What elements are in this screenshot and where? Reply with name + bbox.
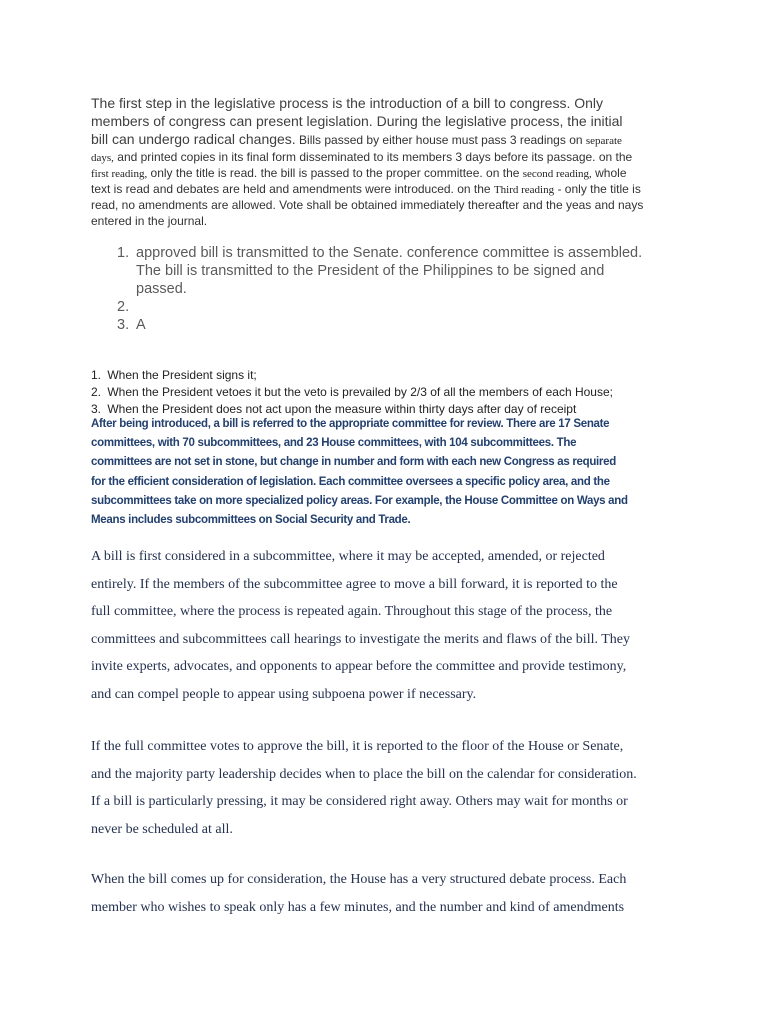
list-text-line: A [136, 317, 146, 333]
list-text: When the President does not act upon the measure within thirty days after day of receipt [107, 402, 577, 416]
list-text-line: approved bill is transmitted to the Senate. conference committee is assembled. [136, 245, 643, 261]
intro-line [91, 165, 643, 181]
intro-text: whole [595, 166, 627, 180]
list-item [91, 384, 613, 401]
paragraph-line: for the efficient consideration of legislation. Each committee oversees a specific policy area, and the [91, 475, 610, 488]
list-number: 1. [91, 368, 102, 382]
intro-text: - only the title is [557, 182, 641, 196]
paragraph-line: entirely. If the members of the subcommittee agree to move a bill forward, it is reported to the [91, 576, 618, 592]
paragraph-line: committees are not set in stone, but change in number and form with each new Congress as required [91, 456, 616, 469]
intro-line [91, 130, 643, 149]
body-paragraph [91, 733, 637, 843]
paragraph-line: If a bill is particularly pressing, it may be considered right away. Others may wait for months or [91, 794, 628, 810]
paragraph-line: If the full committee votes to approve the bill, it is reported to the floor of the House or Senate, [91, 739, 624, 754]
legislative-steps-list [117, 244, 642, 334]
paragraph-line: committees and subcommittees call hearings to investigate the merits and flaws of the bill. They [91, 631, 630, 647]
paragraph-line: invite experts, advocates, and opponents to appear before the committee and provide testimony, [91, 659, 627, 675]
intro-line: read, no amendments are allowed. Vote shall be obtained immediately thereafter and the yeas and nays [91, 198, 644, 212]
intro-text: text is read and debates are held and amendments were introduced. on the [91, 182, 491, 196]
list-item [91, 367, 613, 384]
list-item [117, 298, 642, 316]
list-text [136, 244, 642, 298]
body-paragraph [91, 543, 630, 709]
list-number: 2. [117, 299, 130, 315]
list-text-line: passed. [136, 281, 187, 297]
intro-line: entered in the journal. [91, 214, 208, 228]
intro-paragraph [91, 94, 643, 229]
paragraph-line: never be scheduled at all. [91, 821, 233, 837]
list-text-line: The bill is transmitted to the President of the Philippines to be signed and [136, 263, 605, 279]
committee-paragraph [91, 415, 628, 530]
paragraph-line: A bill is first considered in a subcommittee, where it may be accepted, amended, or rejected [91, 549, 605, 564]
paragraph-line: and the majority party leadership decides when to place the bill on the calendar for consideration. [91, 766, 637, 782]
intro-text: Bills passed by either house must pass 3 readings on [299, 133, 583, 147]
paragraph-line: full committee, where the process is repeated again. Throughout this stage of the process, the [91, 604, 613, 620]
intro-text: only the title is read. the bill is passed to the proper committee. on the [150, 166, 520, 180]
intro-line: The first step in the legislative process is the introduction of a bill to congress. Only [91, 95, 604, 111]
list-number: 3. [117, 317, 130, 333]
paragraph-line: When the bill comes up for consideration, the House has a very structured debate process. Each [91, 872, 627, 887]
list-text: When the President vetoes it but the veto is prevailed by 2/3 of all the members of each House; [107, 385, 613, 399]
reading-term: days, [91, 152, 114, 164]
paragraph-line: member who wishes to speak only has a few minutes, and the number and kind of amendments [91, 899, 625, 915]
approval-conditions-list [91, 367, 613, 418]
intro-line [91, 181, 643, 197]
list-text: When the President signs it; [107, 368, 257, 382]
reading-term: separate [585, 135, 622, 147]
paragraph-line: Means includes subcommittees on Social Security and Trade. [91, 513, 411, 526]
list-text [136, 316, 146, 334]
paragraph-line: committees, with 70 subcommittees, and 23 House committees, with 104 subcommittees. The [91, 437, 577, 450]
reading-term: Third reading [493, 184, 555, 196]
body-paragraph [91, 866, 626, 921]
intro-line: members of congress can present legislation. During the legislative process, the initial [91, 113, 623, 129]
list-number: 2. [91, 385, 102, 399]
paragraph-line: After being introduced, a bill is referred to the appropriate committee for review. There are 17 Senate [91, 418, 610, 430]
list-number: 3. [91, 402, 102, 416]
list-item [117, 244, 642, 298]
reading-term: second reading, [522, 168, 592, 180]
list-number: 1. [117, 245, 130, 261]
paragraph-line: subcommittees take on more specialized policy areas. For example, the House Committee on Ways and [91, 494, 628, 507]
intro-text: bill can undergo radical changes. [91, 131, 296, 147]
intro-line [91, 149, 643, 165]
reading-term: first reading, [91, 168, 148, 180]
list-item [117, 316, 642, 334]
intro-text: and printed copies in its final form disseminated to its members 3 days before its passage. on the [117, 150, 633, 164]
paragraph-line: and can compel people to appear using subpoena power if necessary. [91, 686, 477, 702]
